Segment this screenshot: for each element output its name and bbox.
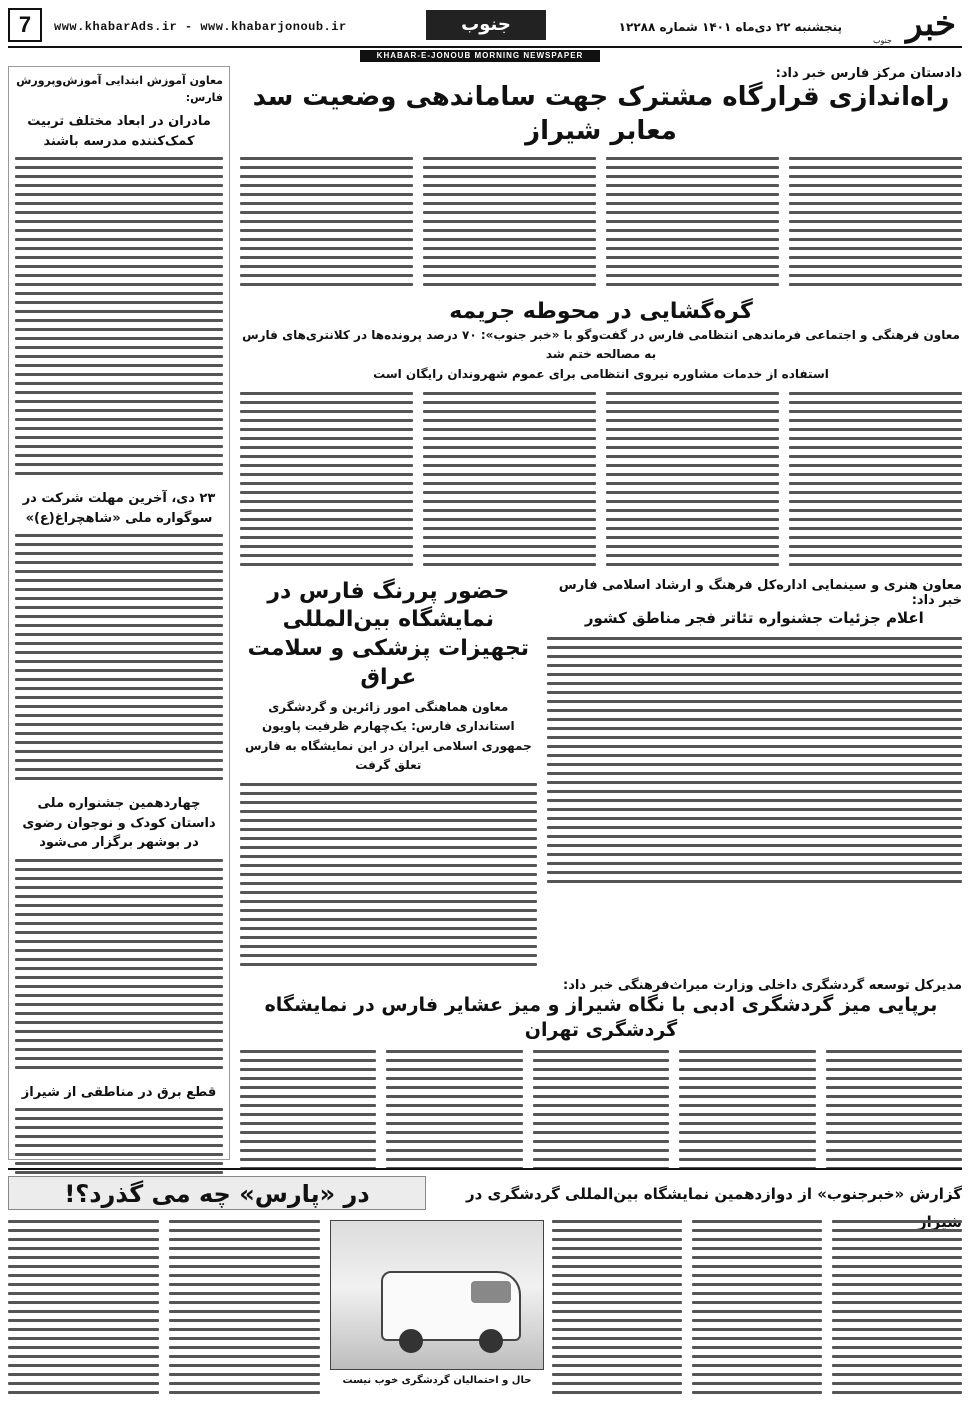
story3-kicker: معاون هنری و سینمایی اداره‌کل فرهنگ و ارشاد اسلامی فارس خبر داد: [558,577,962,608]
story3 [547,578,962,966]
bottom-left-title: در «پارس» چه می گذرد؟! [8,1176,426,1210]
story5-headline: برپایی میز گردشگری ادبی با نگاه شیراز و میز عشایر فارس در نمایشگاه گردشگری تهران [264,993,938,1041]
page-number: 7 [8,8,42,42]
photo-caption: حال و احتمالیان گردشگری خوب نیست [342,1375,532,1386]
story5-kicker: مدیرکل توسعه گردشگری داخلی وزارت میراث‌فرهنگی خبر داد: [563,977,962,993]
story4-body [240,783,537,966]
websites[interactable]: www.khabarAds.ir - www.khabarjonoub.ir [54,20,347,34]
middle-stories [240,578,962,966]
story1-headline: راه‌اندازی قرارگاه مشترک جهت ساماندهی وضعیت سد معابر شیراز [252,82,950,146]
sidebar-story3-body [15,859,223,1069]
story2-lead2: استفاده از خدمات مشاوره نیروی انتظامی برای عموم شهروندان رایگان است [373,366,829,381]
sidebar-story1-kicker: معاون آموزش ابتدایی آموزش‌وپرورش فارس: [16,74,223,104]
van-shape [381,1271,521,1341]
sidebar-story1-body [15,157,223,475]
bottom-report [8,1168,962,1418]
bottom-left-body [8,1220,320,1394]
main-columns [240,66,962,1160]
bottom-right-title: گزارش «خبرجنوب» از دوازدهمین نمایشگاه بین‌المللی گردشگری در [465,1185,962,1203]
sidebar-story4-headline: قطع برق در مناطقی از شیراز [21,1084,217,1100]
story4 [240,578,537,966]
story3-headline: اعلام جزئیات جشنواره تئاتر فجر مناطق کشور [584,608,924,627]
story5-body [240,1050,962,1170]
story1-kicker: دادستان مرکز فارس خبر داد: [775,66,962,81]
story2-lead1: معاون فرهنگی و اجتماعی فرماندهی انتظامی فارس در گفت‌وگو با «خبر جنوب»: ۷۰ درصد پرونده‌ها در کلانتری‌های فارس به مصالحه ختم شد [242,328,960,362]
newspaper-logo-sub: جنوب [872,36,892,45]
bottom-right-body [552,1220,962,1394]
sidebar-story2-body [15,534,223,780]
story4-lead: معاون هماهنگی امور زائرین و گردشگری استانداری فارس: یک‌چهارم ظرفیت پاویون جمهوری اسلامی ایران در این نمایشگاه به فارس تعلق گرفت [244,700,532,772]
newspaper-logo: خبر [905,4,956,44]
sidebar-story1-headline: مادران در ابعاد مختلف تربیت کمک‌کننده مدرسه باشند [27,114,211,149]
sidebar-story2-headline: ۲۳ دی، آخرین مهلت شرکت در سوگواره ملی «شاهچراغ(ع)» [22,491,216,526]
story1-body [240,157,962,286]
sidebar-story3-headline: چهاردهمین جشنواره ملی داستان کودک و نوجوان رضوی در بوشهر برگزار می‌شود [22,796,216,850]
story2-body [240,392,962,566]
story3-body [547,637,962,883]
masthead [8,4,962,48]
sidebar-story4-body [15,1108,223,1174]
english-name-bar: KHABAR-E-JONOUB MORNING NEWSPAPER [360,50,600,62]
section-label: جنوب [426,10,546,40]
story2-headline: گره‌گشایی در محوطه جریمه [449,298,753,324]
story4-headline: حضور پررنگ فارس در نمایشگاه بین‌المللی تجهیزات پزشکی و سلامت عراق [247,578,530,690]
dateline: پنجشنبه ۲۲ دی‌ماه ۱۴۰۱ شماره ۱۲۲۸۸ [618,20,842,34]
van-photo [330,1220,544,1370]
sidebar-column [8,66,230,1160]
